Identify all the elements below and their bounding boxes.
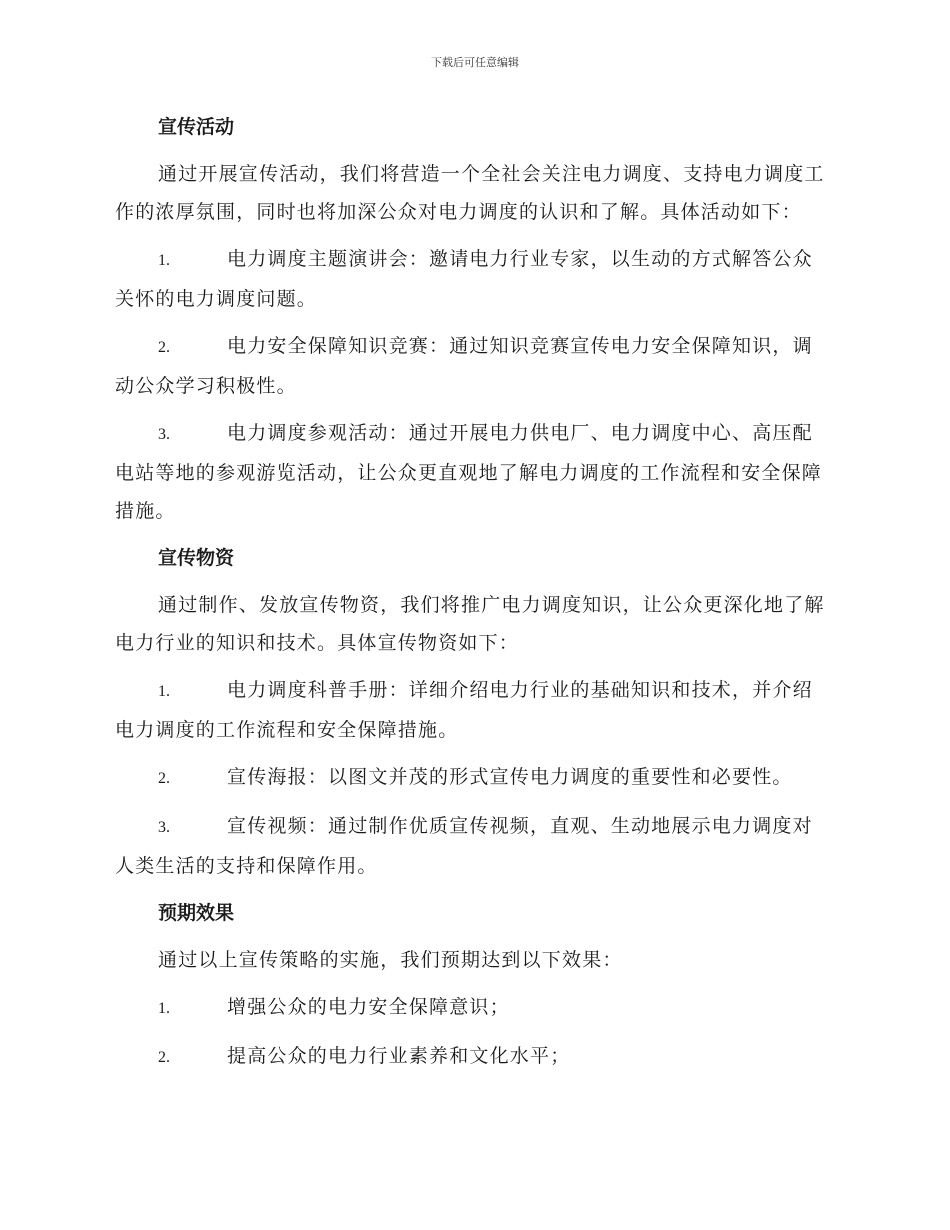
document-body [115, 108, 830, 1086]
list-item [115, 671, 830, 749]
list-text: 提高公众的电力行业素养和文化水平； [227, 1045, 571, 1067]
list-text: 电力调度科普手册：详细介绍电力行业的基础知识和技术，并介绍电力调度的工作流程和安全保障措施。 [115, 679, 813, 741]
section-title: 宣传活动 [158, 116, 235, 138]
section-intro: 通过开展宣传活动，我们将营造一个全社会关注电力调度、支持电力调度工作的浓厚氛围，同时也将加深公众对电力调度的认识和了解。具体活动如下： [115, 163, 825, 223]
section-publicity-materials [115, 539, 830, 885]
section-expected-effects [115, 894, 830, 1077]
section-intro: 通过以上宣传策略的实施，我们预期达到以下效果： [158, 949, 623, 971]
list-text: 增强公众的电力安全保障意识； [227, 996, 510, 1018]
list-text: 宣传视频：通过制作优质宣传视频，直观、生动地展示电力调度对人类生活的支持和保障作用。 [115, 815, 813, 877]
list-number: 3. [158, 819, 170, 836]
list-item [115, 807, 830, 885]
list-number: 3. [158, 426, 170, 443]
list-number: 2. [158, 339, 170, 356]
list-number: 1. [158, 683, 170, 700]
list-number: 2. [158, 770, 170, 787]
section-publicity-activities [115, 108, 830, 530]
list-text: 电力调度参观活动：通过开展电力供电厂、电力调度中心、高压配电站等地的参观游览活动，让公众更直观地了解电力调度的工作流程和安全保障措施。 [115, 422, 823, 522]
section-title: 宣传物资 [158, 547, 235, 569]
page-header: 下载后可任意编辑 [431, 56, 519, 69]
section-intro: 通过制作、发放宣传物资，我们将推广电力调度知识，让公众更深化地了解电力行业的知识和技术。具体宣传物资如下： [115, 594, 825, 654]
list-item [115, 988, 830, 1028]
list-item [115, 240, 830, 318]
list-number: 1. [158, 1000, 170, 1017]
list-item [115, 414, 830, 530]
list-item [115, 758, 830, 798]
list-item [115, 1037, 830, 1077]
list-item [115, 327, 830, 405]
list-number: 2. [158, 1049, 170, 1066]
list-number: 1. [158, 252, 170, 269]
list-text: 电力调度主题演讲会：邀请电力行业专家，以生动的方式解答公众关怀的电力调度问题。 [115, 248, 813, 310]
section-title: 预期效果 [158, 902, 235, 924]
list-text: 电力安全保障知识竞赛：通过知识竞赛宣传电力安全保障知识，调动公众学习积极性。 [115, 335, 813, 397]
list-text: 宣传海报：以图文并茂的形式宣传电力调度的重要性和必要性。 [227, 766, 793, 788]
